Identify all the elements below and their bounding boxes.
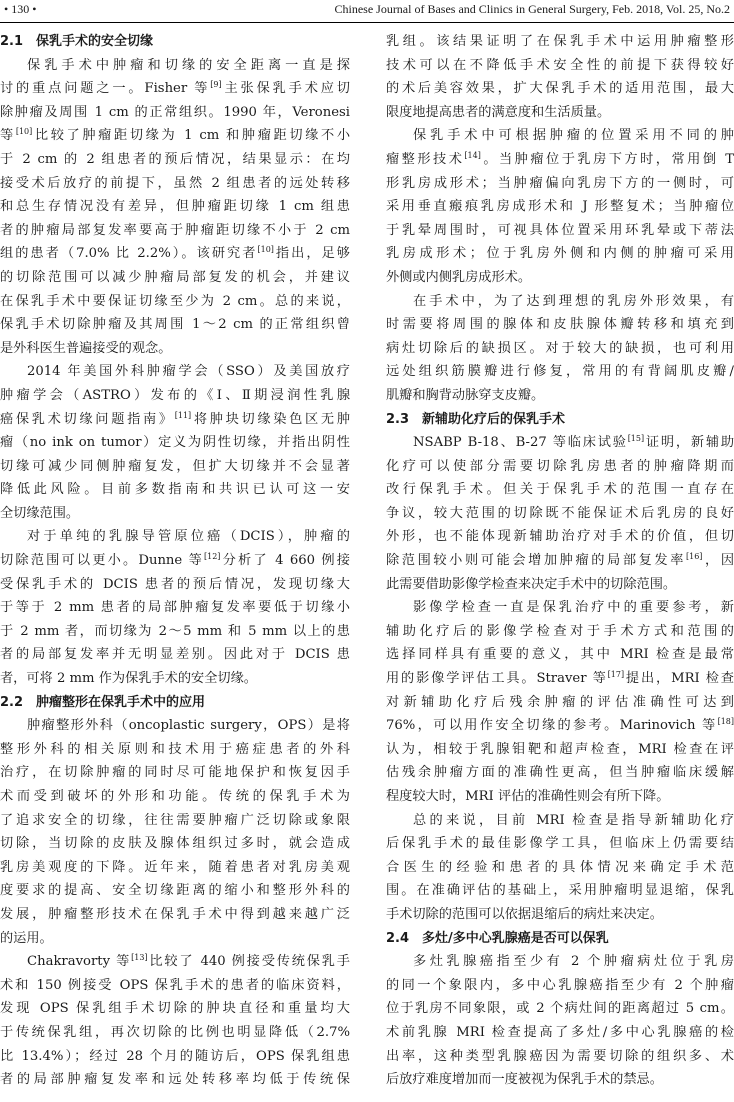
citation-ref: [10] (257, 245, 274, 255)
text-line: 病灶切除后的缺损区。对于较大的缺损，也可利用 (386, 340, 734, 356)
text-line: 认为，相较于乳腺钼靶和超声检查，MRI 检查在评 (386, 741, 734, 757)
text-line: 切除，当切除的皮肤及腺体组织过多时，就会造成 (0, 836, 350, 852)
text-line: 对于单纯的乳腺导管原位癌（DCIS），肿瘤的 (27, 529, 350, 545)
citation-ref: [16] (686, 552, 703, 562)
page-number: • 130 • (4, 2, 37, 16)
text-line: 接受术后放疗的前提下，虽然 2 组患者的远处转移 (0, 175, 350, 191)
text-line: 于乳晕周围时，可视具体位置采用环乳晕或下蒂法 (386, 222, 734, 238)
text-line: 的同一个象限内，多中心乳腺癌指至少有 2 个肿瘤 (386, 977, 734, 993)
citation-ref: [18] (717, 717, 734, 727)
citation-ref: [15] (627, 434, 645, 444)
text-line: 癌保乳术切缘问题指南》[11]将肿块切缘染色区无肿 (0, 410, 350, 427)
text-line: 化疗可以使部分需要切除乳房患者的肿瘤降期而 (386, 458, 734, 474)
text-line: 总的来说，目前 MRI 检查是指导新辅助化疗 (413, 812, 734, 828)
text-line: 是外科医生普遍接受的观念。 (0, 340, 172, 356)
text-line: 外形，也不能体现新辅助治疗对手术的价值，但切 (386, 529, 734, 545)
text-line: 2014 年美国外科肿瘤学会（SSO）及美国放疗 (27, 364, 350, 380)
text-line: 发展，肿瘤整形技术在保乳手术中得到越来越广泛 (0, 906, 350, 922)
text-line: 于等于 2 mm 患者的局部肿瘤复发率要低于切缘小 (0, 600, 350, 616)
citation-ref: [13] (131, 953, 148, 963)
text-line: 后放疗难度增加而一度被视为保乳手术的禁忌。 (386, 1072, 663, 1088)
text-line: 于 2 mm 者，而切缘为 2～5 mm 和 5 mm 以上的患 (0, 623, 350, 639)
text-line: NSABP B-18、B-27 等临床试验[15]证明，新辅助 (413, 434, 734, 451)
text-line: 保乳手术中肿瘤和切缘的安全距离一直是探 (27, 57, 350, 73)
text-line: 形乳房成形术；当肿瘤偏向乳房下方的一侧时，可 (386, 175, 734, 191)
text-line: 用的影像学评估工具。Straver 等[17]提出，MRI 检查 (386, 670, 734, 687)
text-line: 治疗，在切除肿瘤的同时尽可能地保护和恢复因手 (0, 765, 350, 781)
text-line: 讨的重点问题之一。Fisher 等[9]主张保乳手术应切 (0, 80, 350, 97)
text-line: 度要求的提高、安全切缘距离的缩小和整形外科的 (0, 883, 350, 899)
text-line: 的切除范围可以减少肿瘤局部复发的机会，并建议 (0, 269, 350, 285)
text-line: 于 2 cm 的 2 组患者的预后情况，结果显示：在均 (0, 151, 350, 167)
text-line: 围。在准确评估的基础上，采用肿瘤明显退缩，保乳 (386, 883, 734, 899)
text-line: Chakravorty 等[13]比较了 440 例接受传统保乳手 (27, 953, 350, 970)
text-line: 技术可以在不降低手术安全性的前提下获得较好 (386, 57, 734, 73)
text-line: 影像学检查一直是保乳治疗中的重要参考，新 (413, 600, 734, 616)
right-column (386, 30, 734, 1092)
citation-ref: [12] (204, 552, 221, 562)
citation-ref: [14] (464, 150, 481, 160)
text-line: 保乳手术中可根据肿瘤的位置采用不同的肿 (413, 128, 734, 144)
text-line: 了追求安全的切缘，往往需要肿瘤广泛切除或象限 (0, 812, 350, 828)
text-line: 者，可将 2 mm 作为保乳手术的安全切缘。 (0, 671, 257, 687)
text-line: 肌瓣和胸背动脉穿支皮瓣。 (386, 387, 545, 403)
section-heading: 2.4 多灶/多中心乳腺癌是否可以保乳 (386, 930, 609, 946)
text-line: 者的肿瘤局部复发率要高于肿瘤距切缘不小于 2 cm (0, 222, 350, 238)
citation-ref: [9] (210, 80, 222, 90)
section-heading: 2.3 新辅助化疗后的保乳手术 (386, 411, 566, 427)
text-line: 乳房成形术；位于乳房外侧和内侧的肿瘤可采用 (386, 246, 734, 262)
text-line: 外侧或内侧乳房成形术。 (386, 269, 532, 285)
text-line: 全切缘范围。 (0, 505, 80, 521)
text-line: 程度较大时，MRI 评估的准确性则会有所下降。 (386, 789, 670, 804)
text-line: 改行保乳手术。但关于保乳手术的范围一直存在 (386, 482, 734, 498)
text-line: 乳组。该结果证明了在保乳手术中运用肿瘤整形 (386, 34, 734, 49)
section-heading: 2.2 肿瘤整形在保乳手术中的应用 (0, 694, 206, 710)
text-line: 组的患者（7.0% 比 2.2%）。该研究者[10]指出，足够 (0, 245, 350, 262)
text-line: 76%，可以用作安全切缘的参考。Marinovich 等[18] (386, 717, 734, 734)
text-line: 辅助化疗后的影像学检查对于手术方式和范围的 (386, 623, 734, 639)
text-line: 保乳手术切除肿瘤及其周围 1～2 cm 的正常组织曾 (0, 317, 350, 333)
text-line: 限度地提高患者的满意度和生活质量。 (386, 104, 611, 120)
text-line: 的术后美容效果，扩大保乳手术的适用范围，最大 (386, 81, 734, 97)
text-line: 发现 OPS 保乳组手术切除的肿块直径和重量均大 (0, 1001, 350, 1017)
text-line: 比 13.4%）；经过 28 个月的随访后，OPS 保乳组患 (0, 1048, 350, 1064)
text-line: 手术切除的范围可以依据退缩后的病灶来决定。 (386, 906, 663, 922)
text-line: 远处组织筋膜瓣进行修复，常用的有背阔肌皮瓣/ (386, 364, 734, 380)
text-line: 者的局部肿瘤复发率和远处转移率均低于传统保 (0, 1072, 350, 1088)
page-header (0, 0, 734, 23)
text-line: 于传统保乳组，再次切除的比例也明显降低（2.7% (0, 1024, 350, 1040)
text-line: 乳房美观度的下降。近年来，随着患者对乳房美观 (0, 859, 350, 875)
text-line: 除范围较小则可能会增加肿瘤的局部复发率[16]，因 (386, 552, 734, 569)
text-line: 在保乳手术中要保证切缘至少为 2 cm。总的来说， (0, 293, 350, 309)
text-line: 肿瘤整形外科（oncoplastic surgery，OPS）是将 (27, 718, 350, 734)
text-line: 估残余肿瘤方面的准确性更高，但当肿瘤临床缓解 (386, 765, 734, 781)
text-line: 位于乳房不同象限，或 2 个病灶间的距离超过 5 cm。 (386, 1001, 734, 1017)
text-line: 降低此风险。目前多数指南和共识已认可这一安 (0, 482, 350, 498)
text-line: 整形外科的相关原则和技术用于癌症患者的外科 (0, 741, 350, 757)
citation-ref: [17] (607, 670, 625, 680)
text-line: 除肿瘤及周围 1 cm 的正常组织。1990 年，Veronesi (0, 104, 350, 120)
text-line: 争议，较大范围的切除既不能保证术后乳房的良好 (386, 505, 734, 521)
section-heading: 2.1 保乳手术的安全切缘 (0, 34, 154, 49)
text-line: 的运用。 (0, 930, 53, 946)
text-line: 肿瘤学会（ASTRO）发布的《Ⅰ、Ⅱ期浸润性乳腺 (0, 387, 350, 403)
citation-ref: [10] (15, 127, 33, 137)
text-line: 切缘可减少同侧肿瘤复发，但扩大切缘并不会显著 (0, 458, 350, 474)
text-line: 者的局部复发率并无明显差别。因此对于 DCIS 患 (0, 647, 350, 663)
text-line: 选择同样具有重要的意义，其中 MRI 检查是最常 (386, 647, 734, 663)
text-line: 采用垂直瘢痕乳房成形术和 J 形整复术；当肿瘤位 (386, 199, 734, 215)
text-line: 出率，这种类型乳腺癌因为需要切除的组织多、术 (386, 1048, 734, 1064)
text-line: 后保乳手术的最佳影像学工具，但临床上仍需要结 (386, 836, 734, 852)
text-line: 合医生的经验和患者的具体情况来确定手术范 (386, 859, 734, 875)
text-line: 瘤整形技术[14]。当肿瘤位于乳房下方时，常用倒 T (386, 150, 734, 167)
left-column (0, 30, 350, 1092)
text-line: 切除范围可以更小。Dunne 等[12]分析了 4 660 例接 (0, 552, 350, 569)
text-line: 对新辅助化疗后残余肿瘤的评估准确性可达到 (386, 694, 734, 710)
text-line: 此需要借助影像学检查来决定手术中的切除范围。 (386, 576, 677, 592)
text-line: 在手术中，为了达到理想的乳房外形效果，有 (413, 293, 734, 309)
text-line: 时需要将周围的腺体和皮肤腺体瓣转移和填充到 (386, 317, 734, 333)
text-line: 术和 150 例接受 OPS 保乳手术的患者的临床资料， (0, 977, 350, 993)
text-line: 和总生存情况没有差异，但肿瘤距切缘 1 cm 组患 (0, 199, 350, 215)
text-line: 多灶乳腺癌指至少有 2 个肿瘤病灶位于乳房 (413, 954, 734, 970)
text-line: 等[10]比较了肿瘤距切缘为 1 cm 和肿瘤距切缘不小 (0, 127, 350, 144)
text-line: 瘤（no ink on tumor）定义为阴性切缘，并指出阴性 (0, 435, 350, 451)
text-line: 受保乳手术的 DCIS 患者的预后情况，发现切缘大 (0, 576, 350, 592)
text-line: 术前乳腺 MRI 检查提高了多灶/多中心乳腺癌的检 (386, 1024, 734, 1040)
journal-citation: Chinese Journal of Bases and Clinics in General Surgery, Feb. 2018, Vol. 25, No.2 (334, 2, 730, 16)
citation-ref: [11] (174, 410, 192, 420)
text-line: 术而受到破坏的外形和功能。传统的保乳手术为 (0, 789, 350, 804)
